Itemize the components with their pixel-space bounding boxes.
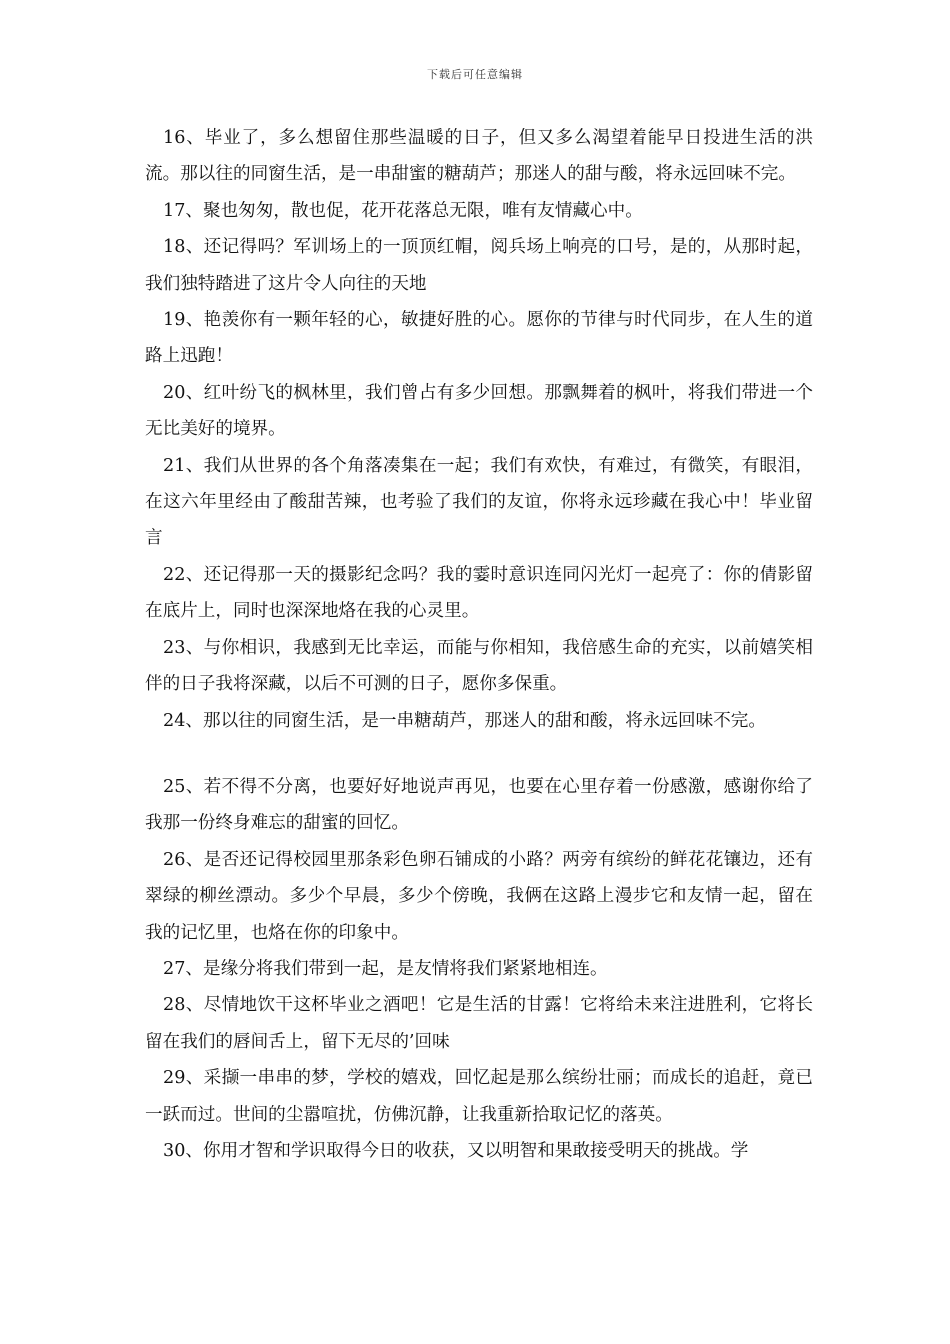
paragraph-18: 18、还记得吗？军训场上的一顶顶红帽，阅兵场上响亮的口号，是的，从那时起，我们独特踏进了这片令人向往的天地 [145, 237, 813, 294]
paragraph-20: 20、红叶纷飞的枫林里，我们曾占有多少回想。那飘舞着的枫叶，将我们带进一个无比美好的境界。 [145, 382, 813, 440]
paragraph-29: 29、采撷一串串的梦，学校的嬉戏，回忆起是那么缤纷壮丽；而成长的追赶，竟已一跃而过。世间的尘嚣喧扰，仿佛沉静，让我重新拾取记忆的落英。 [145, 1068, 813, 1125]
paragraph-27: 27、是缘分将我们带到一起，是友情将我们紧紧地相连。 [163, 958, 608, 979]
paragraph-21: 21、我们从世界的各个角落凑集在一起；我们有欢快，有难过，有微笑，有眼泪，在这六年里经由了酸甜苦辣，也考验了我们的友谊，你将永远珍藏在我心中！毕业留言 [145, 455, 813, 549]
paragraph-23: 23、与你相识，我感到无比幸运，而能与你相知，我倍感生命的充实，以前嬉笑相伴的日子我将深藏，以后不可测的日子，愿你多保重。 [145, 637, 813, 695]
paragraph-16: 16、毕业了，多么想留住那些温暖的日子，但又多么渴望着能早日投进生活的洪流。那以往的同窗生活，是一串甜蜜的糖葫芦；那迷人的甜与酸，将永远回味不完。 [145, 128, 813, 185]
paragraph-22: 22、还记得那一天的摄影纪念吗？我的霎时意识连同闪光灯一起亮了：你的倩影留在底片上，同时也深深地烙在我的心灵里。 [145, 564, 813, 622]
paragraph-gap [145, 739, 813, 769]
paragraph-19: 19、艳羡你有一颗年轻的心，敏捷好胜的心。愿你的节律与时代同步，在人生的道路上迅跑！ [145, 310, 813, 367]
document-body [145, 120, 813, 1169]
paragraph-17: 17、聚也匆匆，散也促，花开花落总无限，唯有友情藏心中。 [163, 200, 643, 221]
paragraph-25: 25、若不得不分离，也要好好地说声再见，也要在心里存着一份感激，感谢你给了我那一份终身难忘的甜蜜的回忆。 [145, 776, 813, 834]
paragraph-28: 28、尽情地饮干这杯毕业之酒吧！它是生活的甘露！它将给未来注进胜利，它将长留在我们的唇间舌上，留下无尽的’回味 [145, 995, 813, 1052]
paragraph-30: 30、你用才智和学识取得今日的收获，又以明智和果敢接受明天的挑战。学 [163, 1140, 749, 1161]
page-header: 下载后可任意编辑 [427, 68, 523, 81]
paragraph-24: 24、那以往的同窗生活，是一串糖葫芦，那迷人的甜和酸，将永远回味不完。 [163, 710, 766, 731]
paragraph-26: 26、是否还记得校园里那条彩色卵石铺成的小路？两旁有缤纷的鲜花花镶边，还有翠绿的柳丝漂动。多少个早晨，多少个傍晚，我俩在这路上漫步它和友情一起，留在我的记忆里，也烙在你的印象中。 [145, 849, 813, 943]
